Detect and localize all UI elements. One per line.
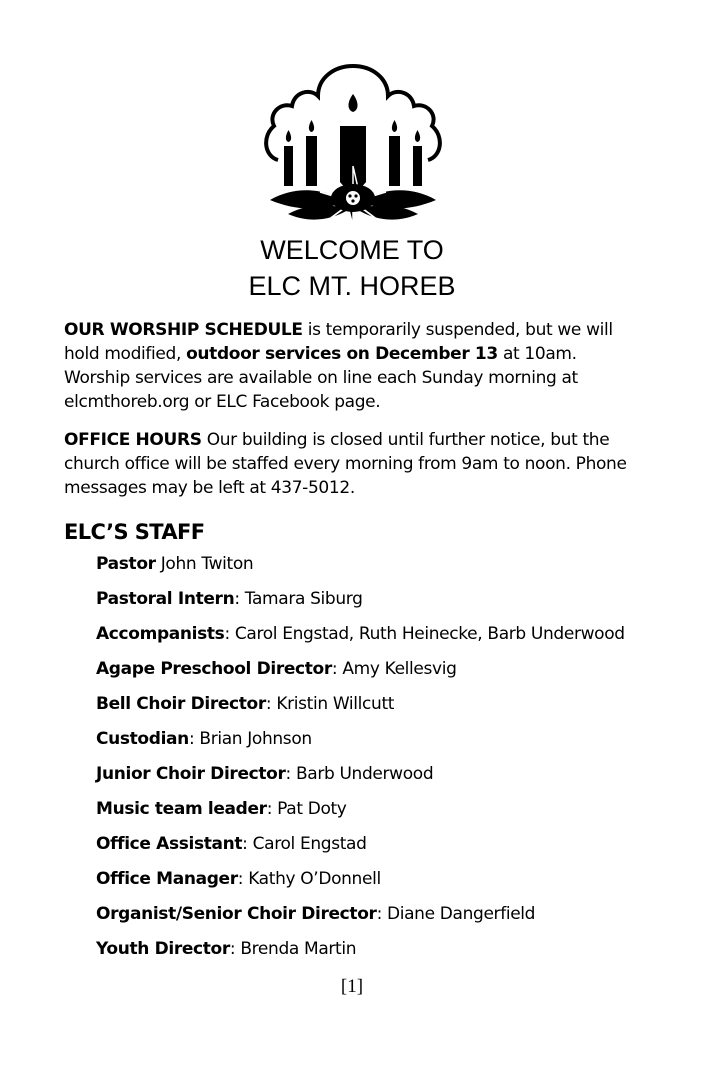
staff-sep: :	[242, 834, 253, 854]
staff-role: Music team leader	[96, 799, 267, 819]
worship-text-1: is temporarily suspended, but we will hold modified,	[64, 320, 613, 364]
staff-sep: :	[376, 904, 387, 924]
staff-role: Pastor	[96, 554, 156, 574]
staff-item	[96, 937, 625, 972]
staff-role: Office Assistant	[96, 834, 243, 854]
staff-sep: :	[224, 624, 235, 644]
staff-sep: :	[285, 764, 296, 784]
staff-item	[96, 902, 625, 937]
staff-name: Pat Doty	[277, 799, 347, 819]
staff-item	[96, 622, 625, 657]
outdoor-services-emphasis: outdoor services on December 13	[186, 344, 498, 364]
office-heading: OFFICE HOURS	[64, 430, 202, 450]
welcome-title-line1: WELCOME TO	[260, 235, 444, 265]
staff-name: Brian Johnson	[199, 729, 312, 749]
staff-name: Kathy O’Donnell	[248, 869, 381, 889]
office-text: Our building is closed until further notice, but the church office will be staffed every morning from 9am to noon. Phone messages may be left at 437-5012.	[64, 430, 627, 498]
staff-name: Diane Dangerfield	[387, 904, 536, 924]
staff-item	[96, 762, 625, 797]
staff-name: Kristin Willcutt	[276, 694, 395, 714]
staff-role: Organist/Senior Choir Director	[96, 904, 377, 924]
advent-candles-poinsettia-icon	[258, 64, 448, 230]
staff-sep: :	[266, 799, 278, 819]
staff-heading: ELC’S STAFF	[64, 520, 205, 544]
staff-name: Barb Underwood	[295, 764, 434, 784]
staff-item	[96, 552, 625, 587]
staff-role: Office Manager	[96, 869, 238, 889]
staff-role: Youth Director	[96, 939, 230, 959]
staff-sep: :	[234, 589, 245, 609]
worship-text-2: at 10am. Worship services are available on line each Sunday morning at elcmthoreb.org or ELC Facebook page.	[64, 344, 578, 412]
staff-sep: :	[331, 659, 343, 679]
staff-item	[96, 867, 625, 902]
worship-schedule-paragraph	[64, 318, 644, 414]
staff-item	[96, 657, 625, 692]
staff-name: Brenda Martin	[240, 939, 357, 959]
staff-role: Junior Choir Director	[96, 764, 286, 784]
staff-sep: :	[229, 939, 241, 959]
staff-item	[96, 692, 625, 727]
staff-sep: :	[237, 869, 249, 889]
staff-name: Tamara Siburg	[244, 589, 363, 609]
staff-role: Pastoral Intern	[96, 589, 235, 609]
staff-name: Amy Kellesvig	[342, 659, 457, 679]
staff-item	[96, 727, 625, 762]
staff-role: Accompanists	[96, 624, 225, 644]
page-number: [1]	[340, 976, 364, 997]
staff-item	[96, 587, 625, 622]
staff-name: Carol Engstad, Ruth Heinecke, Barb Underwood	[234, 624, 625, 644]
worship-heading: OUR WORSHIP SCHEDULE	[64, 320, 303, 340]
staff-name: John Twiton	[160, 554, 254, 574]
staff-role: Custodian	[96, 729, 189, 749]
staff-item	[96, 797, 625, 832]
office-hours-paragraph	[64, 428, 644, 500]
staff-role: Bell Choir Director	[96, 694, 266, 714]
staff-sep: :	[188, 729, 200, 749]
welcome-title-line2: ELC MT. HOREB	[248, 271, 456, 301]
staff-list	[96, 552, 625, 972]
staff-role: Agape Preschool Director	[96, 659, 332, 679]
staff-sep: :	[265, 694, 277, 714]
staff-item	[96, 832, 625, 867]
staff-name: Carol Engstad	[252, 834, 367, 854]
